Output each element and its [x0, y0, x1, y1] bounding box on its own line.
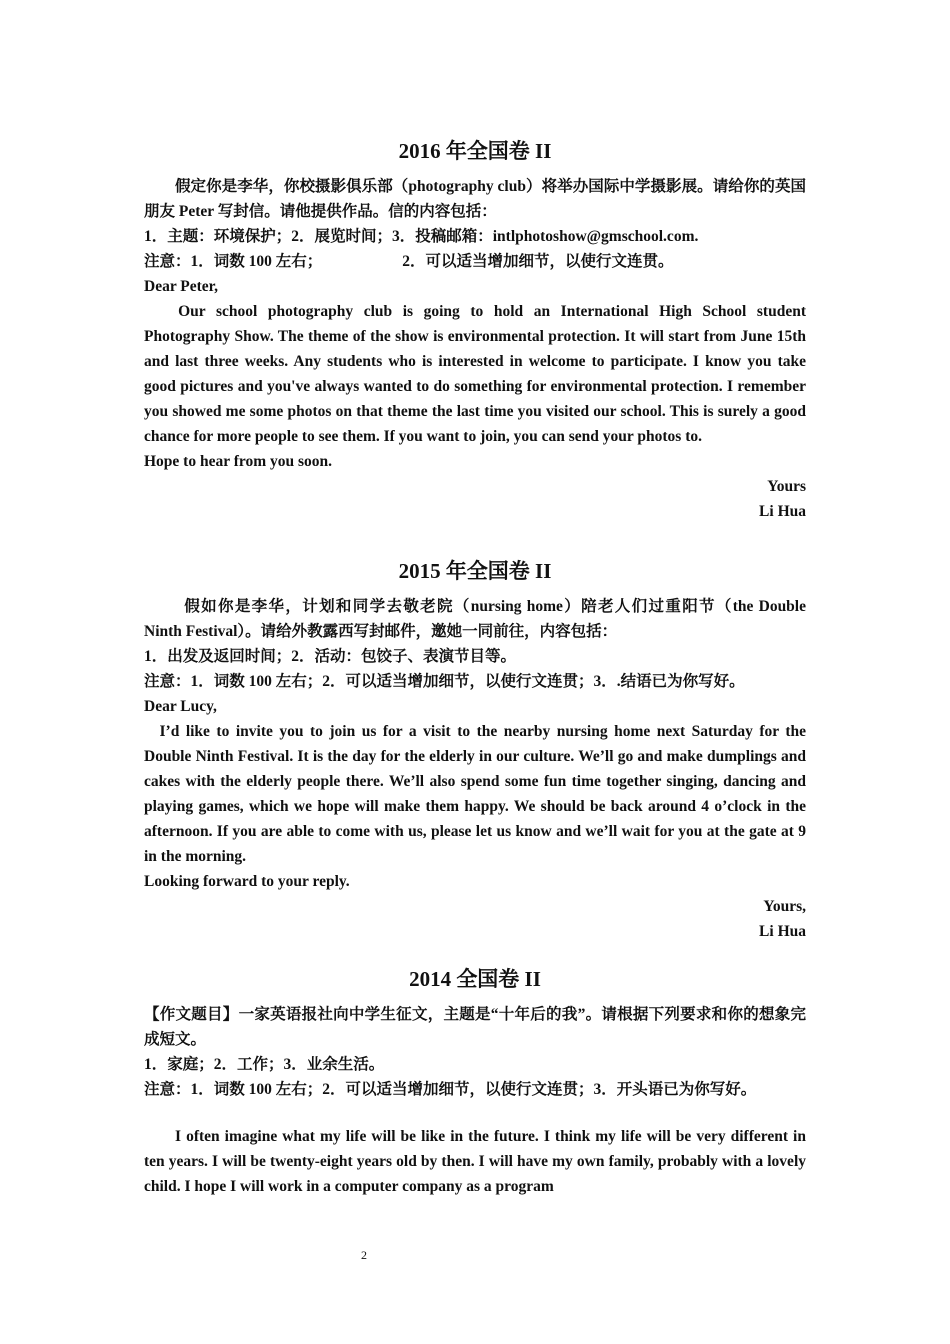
sign-name-2016: Li Hua [759, 503, 806, 520]
body-2014: I often imagine what my life will be like in the future. I think my life will be very different in ten years. I will be twenty-eight years old by then. I will have my own family, probably with a lovely child. I hope I will work in a computer company as a program [144, 1128, 806, 1195]
greeting-2015: Dear Lucy, [144, 698, 217, 715]
greeting-2016: Dear Peter, [144, 278, 219, 295]
sign-yours-2015: Yours, [763, 898, 806, 915]
note-2016 [144, 249, 806, 274]
closing-2016: Hope to hear from you soon. [144, 453, 333, 470]
prompt-2015: 假如你是李华，计划和同学去敬老院（nursing home）陪老人们过重阳节（the Double Ninth Festival）。请给外教露西写封邮件，邀她一同前往，内容包括： [144, 598, 806, 640]
note-2014: 注意：1．词数 100 左右；2．可以适当增加细节，以使行文连贯；3．开头语已为你写好。 [144, 1081, 757, 1098]
sign-name-2015: Li Hua [759, 923, 806, 940]
sign-yours-2016: Yours [767, 478, 806, 495]
document-page [144, 130, 806, 1199]
prompt-2014: 【作文题目】一家英语报社向中学生征文，主题是“十年后的我”。请根据下列要求和你的想象完成短文。 [144, 1006, 806, 1048]
section-title-2016: 2016 年全国卷 II [398, 139, 552, 163]
closing-2015: Looking forward to your reply. [144, 873, 350, 890]
section-title-2014: 2014 全国卷 II [409, 967, 541, 991]
note-2016-part2: 2．可以适当增加细节，以使行文连贯。 [402, 253, 674, 270]
points-2015: 1．出发及返回时间；2．活动：包饺子、表演节目等。 [144, 648, 517, 665]
page-number: 2 [361, 1248, 367, 1262]
section-title-2015: 2015 年全国卷 II [398, 559, 552, 583]
prompt-2016: 假定你是李华，你校摄影俱乐部（photography club）将举办国际中学摄影展。请给你的英国朋友 Peter 写封信。请他提供作品。信的内容包括： [144, 178, 806, 220]
points-2014: 1．家庭；2．工作；3．业余生活。 [144, 1056, 385, 1073]
points-2016: 1．主题：环境保护；2．展览时间；3．投稿邮箱：intlphotoshow@gmschool.com. [144, 228, 699, 245]
note-2015: 注意：1．词数 100 左右；2．可以适当增加细节，以使行文连贯；3．.结语已为你写好。 [144, 673, 745, 690]
body-2016: Our school photography club is going to hold an International High School student Photography Show. The theme of the show is environmental protection. It will start from June 15th and last three weeks. Any students who is interested in welcome to participate. I know you take good pictures and you've always wanted to do something for environmental protection. I remember you showed me some photos on that theme the last time you visited our school. This is surely a good chance for more people to see them. If you want to join, you can send your photos to. [144, 303, 806, 445]
note-2016-part1: 注意：1．词数 100 左右； [144, 253, 323, 270]
body-2015: I’d like to invite you to join us for a visit to the nearby nursing home next Saturday for the Double Ninth Festival. It is the day for the elderly in our culture. We’ll go and make dumplings and cakes with the elderly people there. We’ll also spend some fun time together singing, dancing and playing games, which we hope will make them happy. We should be back around 4 o’clock in the afternoon. If you are able to come with us, please let us know and we’ll wait for you at the gate at 9 in the morning. [144, 723, 806, 865]
